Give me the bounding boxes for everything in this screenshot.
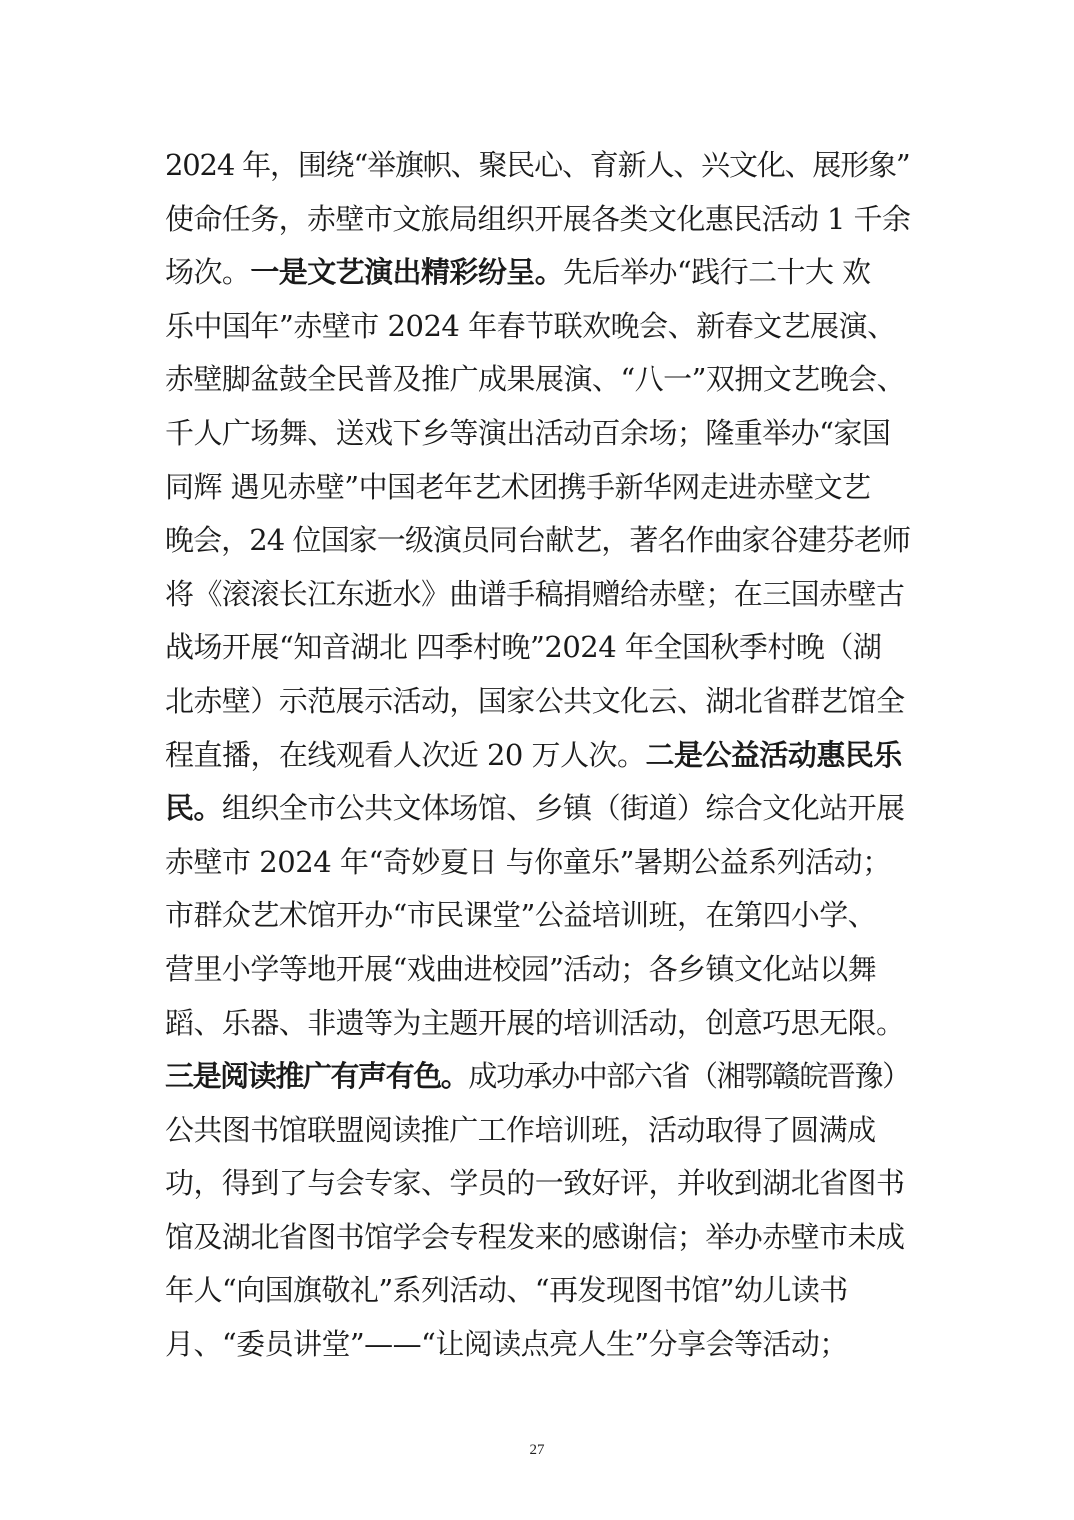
text-segment: 北赤壁）示范展示活动，国家公共文化云、湖北省群艺馆全 <box>165 683 905 718</box>
text-segment: 千人广场舞、送戏下乡等演出活动百余场；隆重举办“家国 <box>165 415 891 450</box>
text-segment: 先后举办“践行二十大 欢 <box>563 255 871 290</box>
text-line <box>165 146 925 200</box>
text-line <box>165 896 925 950</box>
text-segment: 功，得到了与会专家、学员的一致好评，并收到湖北省图书 <box>165 1166 905 1201</box>
text-segment: 2024 年，围绕“举旗帜、聚民心、育新人、兴文化、展形象” <box>165 148 910 182</box>
page-number: 27 <box>529 1442 545 1458</box>
text-line <box>165 1111 925 1165</box>
text-line <box>165 1057 925 1111</box>
text-line <box>165 950 925 1004</box>
text-segment: 战场开展“知音湖北 四季村晚”2024 年全国秋季村晚（湖 <box>165 630 882 665</box>
text-line <box>165 1004 925 1058</box>
text-line <box>165 843 925 897</box>
text-line <box>165 360 925 414</box>
text-segment: 同辉 遇见赤壁”中国老年艺术团携手新华网走进赤壁文艺 <box>165 469 871 504</box>
text-line <box>165 1325 925 1379</box>
text-line <box>165 628 925 682</box>
text-segment: 市群众艺术馆开办“市民课堂”公益培训班，在第四小学、 <box>165 898 877 933</box>
text-line <box>165 736 925 790</box>
body-paragraph <box>165 146 925 1379</box>
bold-heading-text: 一是文艺演出精彩纷呈。 <box>250 255 564 290</box>
text-line <box>165 682 925 736</box>
text-segment: 将《滚滚长江东逝水》曲谱手稿捐赠给赤壁；在三国赤壁古 <box>165 576 905 611</box>
text-segment: 赤壁市 2024 年“奇妙夏日 与你童乐”暑期公益系列活动； <box>165 844 891 879</box>
text-segment: 年人“向国旗敬礼”系列活动、“再发现图书馆”幼儿读书 <box>165 1273 848 1308</box>
text-segment: 蹈、乐器、非遗等为主题开展的培训活动，创意巧思无限。 <box>165 1005 905 1040</box>
text-segment: 晚会，24 位国家一级演员同台献艺，著名作曲家谷建芬老师 <box>165 523 911 558</box>
bold-heading-text: 二是公益活动惠民乐 <box>645 737 902 772</box>
text-line <box>165 307 925 361</box>
text-segment: 场次。 <box>165 255 251 290</box>
text-line <box>165 1218 925 1272</box>
text-segment: 组织全市公共文体场馆、乡镇（街道）综合文化站开展 <box>221 791 905 826</box>
text-segment: 程直播，在线观看人次近 20 万人次。 <box>165 737 646 772</box>
text-line <box>165 200 925 254</box>
text-line <box>165 521 925 575</box>
text-line <box>165 1271 925 1325</box>
text-segment: 赤壁脚盆鼓全民普及推广成果展演、“八一”双拥文艺晚会、 <box>165 362 906 397</box>
text-line <box>165 1164 925 1218</box>
text-line <box>165 468 925 522</box>
text-line <box>165 789 925 843</box>
bold-heading-text: 民。 <box>165 791 222 826</box>
text-segment: 公共图书馆联盟阅读推广工作培训班，活动取得了圆满成 <box>165 1112 876 1147</box>
text-segment: 月、“委员讲堂”——“让阅读点亮人生”分享会等活动； <box>165 1327 848 1362</box>
text-segment: 乐中国年”赤壁市 2024 年春节联欢晚会、新春文艺展演、 <box>165 308 896 343</box>
text-segment: 成功承办中部六省（湘鄂赣皖晋豫） <box>468 1059 910 1094</box>
text-line <box>165 575 925 629</box>
text-line <box>165 414 925 468</box>
text-segment: 馆及湖北省图书馆学会专程发来的感谢信；举办赤壁市未成 <box>165 1219 905 1254</box>
text-line <box>165 253 925 307</box>
text-segment: 使命任务，赤壁市文旅局组织开展各类文化惠民活动 1 千余 <box>165 201 911 236</box>
text-segment: 营里小学等地开展“戏曲进校园”活动；各乡镇文化站以舞 <box>165 951 877 986</box>
bold-heading-text: 三是阅读推广有声有色。 <box>165 1059 469 1094</box>
